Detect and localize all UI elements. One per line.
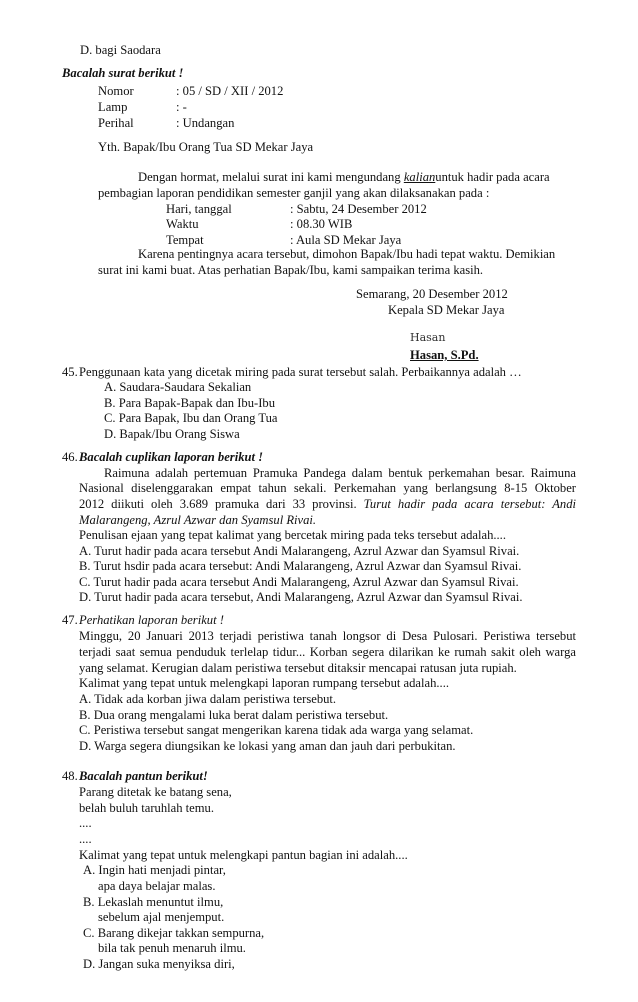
q45-option-d: D. Bapak/Ibu Orang Siswa	[104, 427, 240, 441]
meta-value-perihal: : Undangan	[176, 116, 235, 130]
q47-paragraph-line1: Minggu, 20 Januari 2013 terjadi peristiwa tanah longsor di Desa Pulosari. Peristiwa tersebut	[79, 629, 576, 643]
q47-option-b: B. Dua orang mengalami luka berat dalam peristiwa tersebut.	[79, 708, 389, 722]
meta-label-nomor: Nomor	[98, 84, 134, 98]
q47-number: 47.	[62, 613, 78, 627]
letter-body1-line1	[138, 169, 550, 185]
q48-option-c-line1: C. Barang dikejar takkan sempurna,	[83, 926, 265, 940]
q48-pantun-line3: ....	[79, 816, 92, 830]
q47-paragraph-line2: terjadi saat semua penduduk terlelap tidur... Korban segera dilarikan ke rumah sakit oleh warga	[79, 645, 576, 659]
q47-option-d: D. Warga segera diungsikan ke lokasi yang aman dan jauh dari perbukitan.	[79, 739, 456, 753]
body1-italic-word: kalian	[403, 170, 436, 184]
q46-option-d: D. Turut hadir pada acara tersebut, Andi Malarangeng, Azrul Azwar dan Syamsul Rivai.	[79, 590, 523, 604]
q46-option-b: B. Turut hsdir pada acara tersebut: Andi Malarangeng, Azrul Azwar dan Syamsul Rivai.	[79, 559, 522, 573]
q47-paragraph-line3: yang selamat. Kerugian dalam peristiwa tersebut ditaksir mencapai ratusan juta rupiah.	[79, 661, 517, 675]
q45-stem: Penggunaan kata yang dicetak miring pada surat tersebut salah. Perbaikannya adalah …	[79, 365, 522, 379]
q45-option-a: A. Saudara-Saudara Sekalian	[104, 380, 252, 394]
q46-stem: Penulisan ejaan yang tepat kalimat yang bercetak miring pada teks tersebut adalah....	[79, 528, 506, 542]
letter-signature: Hasan	[410, 331, 446, 344]
meta-value-lamp: : -	[176, 100, 187, 114]
letter-salutation: Yth. Bapak/Ibu Orang Tua SD Mekar Jaya	[98, 140, 314, 154]
q46-paragraph-line3-italic: Turut hadir pada acara tersebut: Andi	[363, 497, 576, 511]
q48-option-d-line1: D. Jangan suka menyiksa diri,	[83, 957, 235, 971]
q46-number: 46.	[62, 450, 78, 464]
q48-stem: Kalimat yang tepat untuk melengkapi pantun bagian ini adalah....	[79, 848, 408, 862]
letter-position: Kepala SD Mekar Jaya	[388, 303, 505, 317]
q48-heading: Bacalah pantun berikut!	[79, 769, 208, 783]
q45-option-c: C. Para Bapak, Ibu dan Orang Tua	[104, 411, 278, 425]
q48-option-a-line1: A. Ingin hati menjadi pintar,	[83, 863, 226, 877]
body1-text-b: untuk hadir pada acara	[435, 170, 550, 184]
q46-paragraph-line1: Raimuna adalah pertemuan Pramuka Pandega dalam bentuk perkemahan besar. Raimuna	[104, 466, 576, 480]
letter-signer: Hasan, S.Pd.	[410, 348, 479, 362]
body1-text-a: Dengan hormat, melalui surat ini kami mengundang	[138, 170, 401, 184]
letter-place-date: Semarang, 20 Desember 2012	[356, 287, 508, 301]
q47-stem: Kalimat yang tepat untuk melengkapi laporan rumpang tersebut adalah....	[79, 676, 449, 690]
q47-heading: Perhatikan laporan berikut !	[79, 613, 224, 627]
q46-paragraph-line2: Nasional diselenggarakan empat tahun sekali. Perkemahan yang berlangsung 8-15 Oktober	[79, 481, 576, 495]
q46-paragraph-line4: Malarangeng, Azrul Azwar dan Syamsul Rivai.	[79, 513, 317, 527]
detail-label-place: Tempat	[166, 233, 204, 247]
q46-paragraph-line3	[79, 496, 576, 512]
letter-body2-line2: surat ini kami buat. Atas perhatian Bapak/Ibu, kami sampaikan terima kasih.	[98, 263, 484, 277]
q48-option-a-line2: apa daya belajar malas.	[98, 879, 216, 893]
meta-label-perihal: Perihal	[98, 116, 134, 130]
detail-label-date: Hari, tanggal	[166, 202, 232, 216]
q45-number: 45.	[62, 365, 78, 379]
letter-heading: Bacalah surat berikut !	[62, 66, 184, 80]
q46-option-a: A. Turut hadir pada acara tersebut Andi Malarangeng, Azrul Azwar dan Syamsul Rivai.	[79, 544, 520, 558]
letter-body2-line1: Karena pentingnya acara tersebut, dimohon Bapak/Ibu hadi tepat waktu. Demikian	[138, 247, 556, 261]
q46-option-c: C. Turut hadir pada acara tersebut Andi Malarangeng, Azrul Azwar dan Syamsul Rivai.	[79, 575, 519, 589]
q48-pantun-line4: ....	[79, 832, 92, 846]
detail-value-date: : Sabtu, 24 Desember 2012	[290, 202, 427, 216]
detail-label-time: Waktu	[166, 217, 199, 231]
q46-paragraph-line3-text: 2012 diikuti oleh 3.689 pramuka dari 33 provinsi.	[79, 497, 357, 511]
q48-option-b-line2: sebelum ajal menjemput.	[98, 910, 225, 924]
detail-value-time: : 08.30 WIB	[290, 217, 353, 231]
q47-option-c: C. Peristiwa tersebut sangat mengerikan karena tidak ada warga yang selamat.	[79, 723, 474, 737]
q48-pantun-line1: Parang ditetak ke batang sena,	[79, 785, 232, 799]
prev-option-d: D. bagi Saodara	[80, 43, 161, 57]
meta-value-nomor: : 05 / SD / XII / 2012	[176, 84, 284, 98]
detail-value-place: : Aula SD Mekar Jaya	[290, 233, 402, 247]
letter-body1-line2: pembagian laporan pendidikan semester ganjil yang akan dilaksanakan pada :	[98, 186, 490, 200]
q45-option-b: B. Para Bapak-Bapak dan Ibu-Ibu	[104, 396, 276, 410]
q48-pantun-line2: belah buluh taruhlah temu.	[79, 801, 214, 815]
meta-label-lamp: Lamp	[98, 100, 128, 114]
q48-number: 48.	[62, 769, 78, 783]
q46-heading: Bacalah cuplikan laporan berikut !	[79, 450, 264, 464]
q48-option-c-line2: bila tak penuh menaruh ilmu.	[98, 941, 246, 955]
q47-option-a: A. Tidak ada korban jiwa dalam peristiwa tersebut.	[79, 692, 337, 706]
q48-option-b-line1: B. Lekaslah menuntut ilmu,	[83, 895, 224, 909]
